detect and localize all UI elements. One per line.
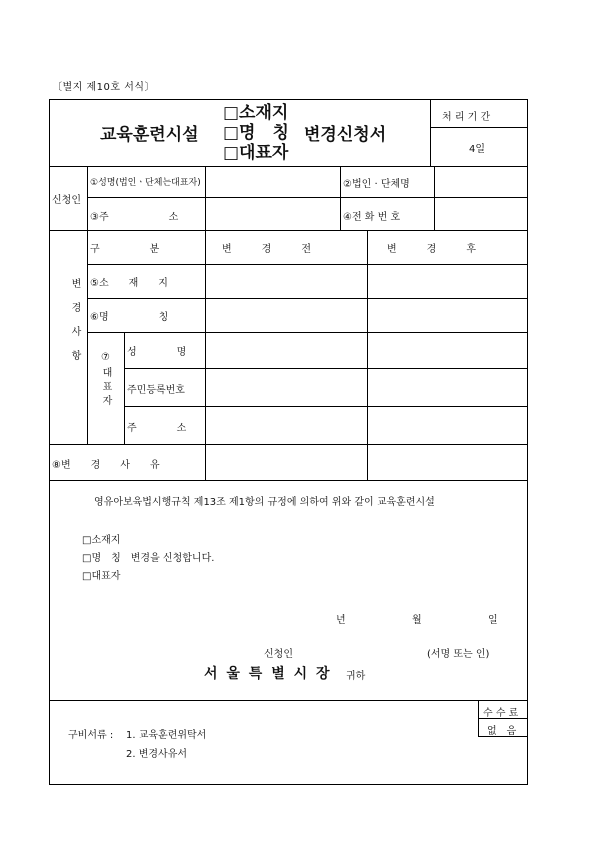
header-before: 변 경 전 [222, 244, 311, 255]
location-label: ⑤소 재 지 [90, 278, 168, 289]
divider [367, 230, 368, 480]
divider [87, 197, 527, 198]
rep-address-label: 주 소 [127, 423, 187, 434]
divider [50, 166, 527, 167]
divider [205, 166, 206, 480]
title-option-representative: □대표자 [223, 143, 289, 163]
title-option-location: □소재지 [223, 103, 289, 123]
representative-group-text: ⑦대표자 [100, 352, 111, 409]
divider [87, 166, 88, 444]
title-prefix-text: 교육훈련시설 [100, 125, 199, 145]
org-name-label: ②법인 · 단체명 [343, 179, 410, 190]
statement-option-representative: □대표자 [82, 571, 121, 582]
statement-option-name: □명 칭 변경을 신청합니다. [82, 553, 215, 564]
title-option-name: □명 칭 [223, 123, 289, 143]
divider [50, 480, 527, 481]
statement-option-location: □소재지 [82, 535, 121, 546]
rep-name-label: 성 명 [127, 347, 187, 358]
divider [340, 166, 341, 230]
processing-period-value: 4일 [469, 144, 486, 155]
name-label: ⑥명 칭 [90, 312, 169, 323]
address-label: ③주 소 [90, 212, 179, 223]
phone-label: ④전 화 번 호 [343, 212, 401, 223]
date-day: 일 [488, 615, 498, 626]
documents-item-1: 1. 교육훈련위탁서 [126, 730, 207, 741]
addressee-suffix: 귀하 [346, 671, 366, 682]
divider [50, 700, 527, 701]
title-options [223, 103, 289, 163]
divider [430, 100, 431, 166]
form-frame [49, 99, 528, 785]
rep-id-label: 주민등록번호 [127, 385, 185, 396]
signature-sign: (서명 또는 인) [427, 649, 490, 660]
date-year: 년 [336, 615, 346, 626]
addressee-name: 서 울 특 별 시 장 [204, 666, 332, 682]
fee-label: 수 수 료 [483, 708, 519, 719]
divider [124, 406, 527, 407]
reason-label: ⑧변 경 사 유 [52, 460, 160, 471]
divider [478, 700, 479, 736]
form-number-label: 〔별지 제10호 서식〕 [52, 82, 156, 93]
title-suffix: 변경신청서 [304, 125, 387, 145]
divider [87, 298, 527, 299]
applicant-name-label: ①성명(법인ㆍ단체는대표자) [90, 178, 201, 188]
header-after: 변 경 후 [387, 244, 476, 255]
changes-section-text: 변경사항 [69, 278, 80, 374]
divider [50, 444, 527, 445]
processing-period-label: 처 리 기 간 [442, 112, 491, 123]
divider [50, 230, 527, 231]
date-month: 월 [412, 615, 422, 626]
divider [430, 127, 527, 128]
divider [124, 368, 527, 369]
documents-item-2: 2. 변경사유서 [126, 749, 188, 760]
divider [434, 166, 435, 230]
statement-text: 영유아보육법시행규칙 제13조 제1항의 규정에 의하여 위와 같이 교육훈련시설 [94, 497, 435, 508]
fee-value: 없 음 [487, 726, 517, 737]
changes-section-label [62, 278, 86, 374]
divider [124, 332, 125, 444]
header-item: 구 분 [90, 244, 160, 255]
signature-applicant: 신청인 [264, 649, 293, 660]
applicant-section-label: 신청인 [52, 195, 81, 206]
representative-group-label [98, 352, 113, 409]
documents-label: 구비서류 : [68, 730, 114, 741]
divider [87, 264, 527, 265]
divider [87, 332, 527, 333]
